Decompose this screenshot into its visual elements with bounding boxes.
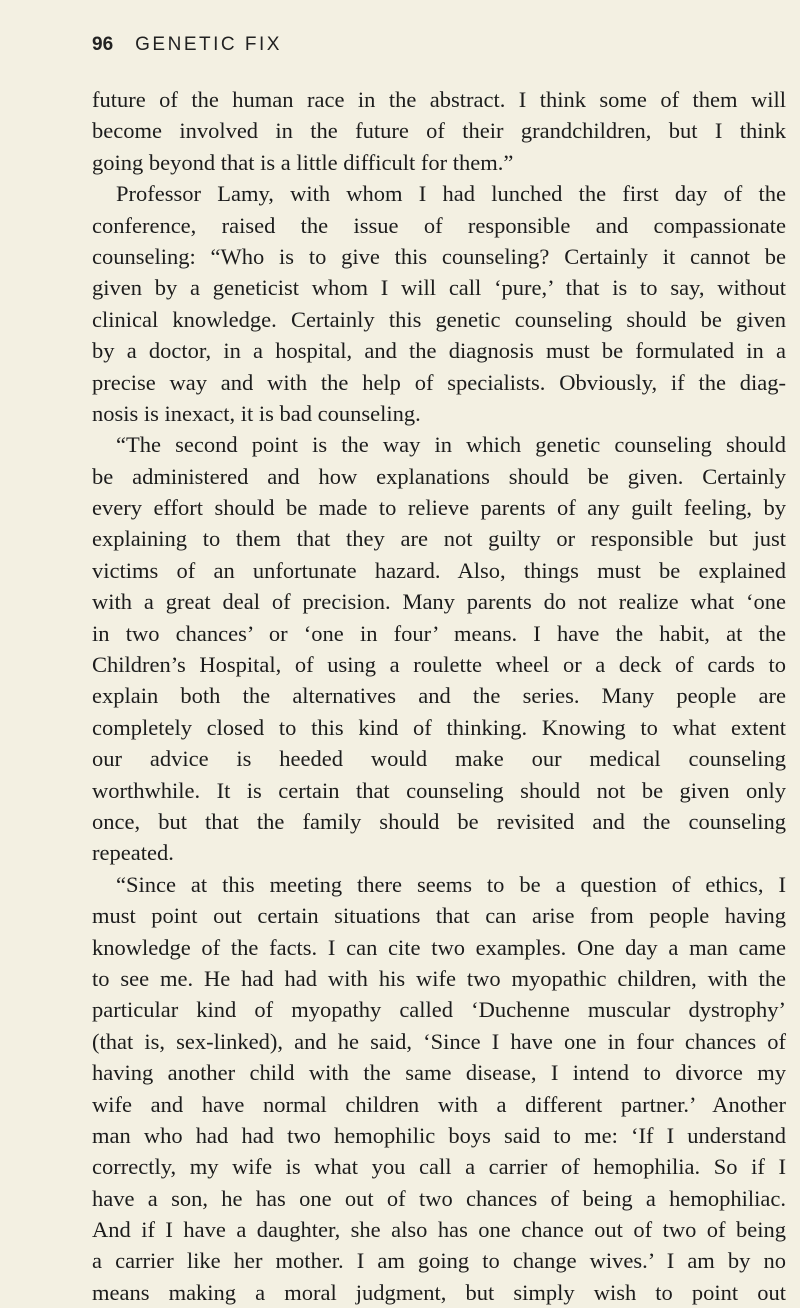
text-line: be administered and how explanations should be given. Certainly [92, 463, 786, 489]
text-line: Children’s Hospital, of using a roulette wheel or a deck of cards to [92, 652, 786, 678]
running-title: GENETIC FIX [135, 34, 282, 55]
text-line: knowledge of the facts. I can cite two examples. One day a man came [92, 934, 786, 960]
text-line: wife and have normal children with a different partner.’ Another [92, 1091, 786, 1117]
text-line: counseling: “Who is to give this counseling? Certainly it cannot be [92, 243, 786, 269]
text-line: explaining to them that they are not guilty or responsible but just [92, 526, 786, 552]
running-head [92, 34, 282, 60]
text-line: once, but that the family should be revisited and the counseling [92, 808, 786, 834]
text-line: “The second point is the way in which genetic counseling should [116, 432, 786, 458]
text-line: have a son, he has one out of two chances of being a hemophiliac. [92, 1185, 786, 1211]
text-line: “Since at this meeting there seems to be a question of ethics, I [116, 871, 786, 897]
text-line: given by a geneticist whom I will call ‘pure,’ that is to say, without [92, 275, 786, 301]
text-line: precise way and with the help of specialists. Obviously, if the diag- [92, 369, 786, 395]
text-line: repeated. [92, 840, 174, 866]
text-line: in two chances’ or ‘one in four’ means. I have the habit, at the [92, 620, 786, 646]
body-text [92, 84, 786, 1308]
text-line: our advice is heeded would make our medical counseling [92, 746, 786, 772]
text-line: a carrier like her mother. I am going to change wives.’ I am by no [92, 1248, 786, 1274]
text-line: conference, raised the issue of responsible and compassionate [92, 212, 786, 238]
text-line: future of the human race in the abstract. I think some of them will [92, 87, 786, 112]
text-line: become involved in the future of their grandchildren, but I think [92, 118, 786, 144]
text-line: by a doctor, in a hospital, and the diagnosis must be formulated in a [92, 338, 786, 364]
text-line: particular kind of myopathy called ‘Duchenne muscular dystrophy’ [92, 997, 786, 1023]
text-line: clinical knowledge. Certainly this genetic counseling should be given [92, 306, 786, 332]
text-line: correctly, my wife is what you call a carrier of hemophilia. So if I [92, 1154, 786, 1180]
text-line: with a great deal of precision. Many parents do not realize what ‘one [92, 589, 786, 615]
page-number: 96 [92, 34, 114, 55]
text-line: Professor Lamy, with whom I had lunched the first day of the [116, 181, 786, 207]
text-line: nosis is inexact, it is bad counseling. [92, 400, 421, 426]
text-line: every effort should be made to relieve parents of any guilt feeling, by [92, 495, 786, 521]
text-line: (that is, sex-linked), and he said, ‘Since I have one in four chances of [92, 1028, 786, 1054]
text-line: man who had had two hemophilic boys said to me: ‘If I understand [92, 1122, 786, 1148]
text-line: going beyond that is a little difficult for them.” [92, 149, 514, 175]
text-line: having another child with the same disease, I intend to divorce my [92, 1060, 786, 1086]
text-line: to see me. He had had with his wife two myopathic children, with the [92, 965, 786, 991]
text-line: And if I have a daughter, she also has one chance out of two of being [92, 1217, 786, 1243]
text-line: worthwhile. It is certain that counseling should not be given only [92, 777, 786, 803]
text-line: explain both the alternatives and the series. Many people are [92, 683, 786, 709]
text-line: victims of an unfortunate hazard. Also, things must be explained [92, 557, 786, 583]
text-line: completely closed to this kind of thinking. Knowing to what extent [92, 714, 786, 740]
text-line: must point out certain situations that can arise from people having [92, 903, 786, 929]
text-line: means making a moral judgment, but simply wish to point out [92, 1279, 786, 1305]
